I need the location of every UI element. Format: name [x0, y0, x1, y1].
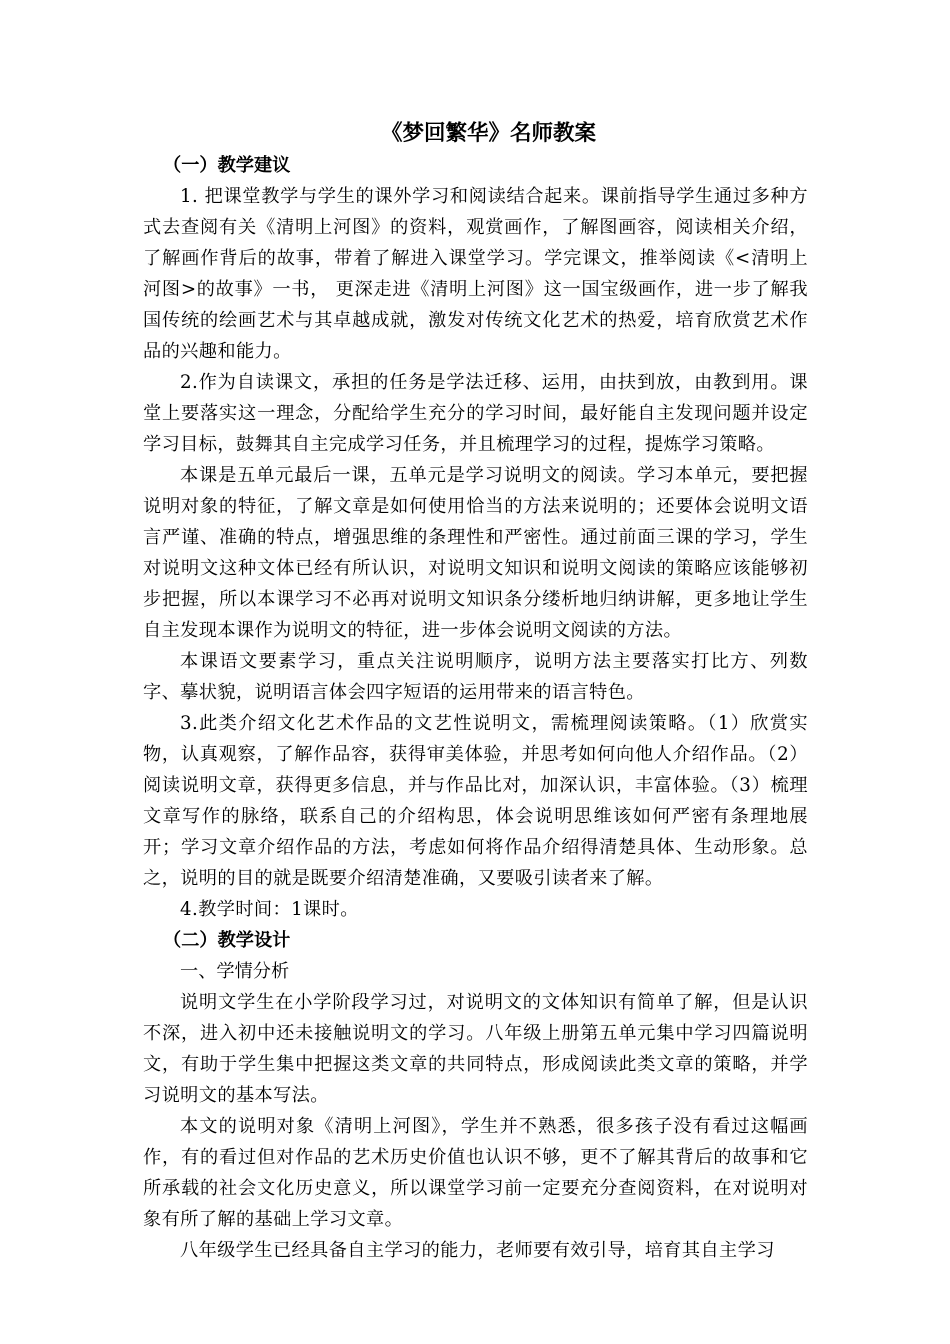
paragraph: 本课是五单元最后一课，五单元是学习说明文的阅读。学习本单元，要把握说明对象的特征，了解文章是如何使用恰当的方法来说明的；还要体会说明文语言严谨、准确的特点，增强思维的条理性和严密性。通过前面三课的学习，学生对说明文这种文体已经有所认识，对说明文知识和说明文阅读的策略应该能够初步把握，所以本课学习不必再对说明文知识条分缕析地归纳讲解，更多地让学生自主发现本课作为说明文的特征，进一步体会说明文阅读的方法。: [143, 465, 808, 641]
subsection-heading: 一、学情分析: [180, 961, 290, 982]
document-title: 《梦回繁华》名师教案: [380, 121, 596, 146]
paragraph: 3.此类介绍文化艺术作品的文艺性说明文，需梳理阅读策略。（1）欣赏实物，认真观察，了解作品容，获得审美体验，并思考如何向他人介绍作品。（2）阅读说明文章，获得更多信息，并与作品比对，加深认识，丰富体验。（3）梳理文章写作的脉络，联系自己的介绍构思，体会说明思维该如何严密有条理地展开；学习文章介绍作品的方法，考虑如何将作品介绍得清楚具体、生动形象。总之，说明的目的就是既要介绍清楚准确，又要吸引读者来了解。: [143, 713, 808, 889]
section-teaching-suggestions: [143, 150, 808, 925]
paragraph: 本课语文要素学习，重点关注说明顺序，说明方法主要落实打比方、列数字、摹状貌，说明语言体会四字短语的运用带来的语言特色。: [143, 651, 808, 703]
paragraph: 八年级学生已经具备自主学习的能力，老师要有效引导，培育其自主学习: [180, 1240, 775, 1261]
paragraph: 说明文学生在小学阶段学习过，对说明文的文体知识有简单了解，但是认识不深，进入初中还未接触说明文的学习。八年级上册第五单元集中学习四篇说明文，有助于学生集中把握这类文章的共同特点，形成阅读此类文章的策略，并学习说明文的基本写法。: [143, 992, 808, 1106]
section-heading: （二）教学设计: [163, 930, 291, 951]
section-teaching-design: [143, 925, 808, 1266]
paragraph: 4.教学时间：1课时。: [180, 899, 359, 920]
paragraph: 本文的说明对象《清明上河图》，学生并不熟悉，很多孩子没有看过这幅画作，有的看过但对作品的艺术历史价值也认识不够，更不了解其背后的故事和它所承载的社会文化历史意义，所以课堂学习前一定要充分查阅资料，在对说明对象有所了解的基础上学习文章。: [143, 1116, 808, 1230]
paragraph: 1. 把课堂教学与学生的课外学习和阅读结合起来。课前指导学生通过多种方式去查阅有关《清明上河图》的资料，观赏画作，了解图画容，阅读相关介绍，了解画作背后的故事，带着了解进入课堂学习。学完课文，推举阅读《<清明上河图>的故事》一书， 更深走进《清明上河图》这一国宝级画作，进一步了解我国传统的绘画艺术与其卓越成就，激发对传统文化艺术的热爱，培育欣赏艺术作品的兴趣和能力。: [143, 186, 808, 362]
document-page: [143, 118, 808, 1266]
paragraph: 2.作为自读课文，承担的任务是学法迁移、运用，由扶到放，由教到用。课堂上要落实这一理念，分配给学生充分的学习时间，最好能自主发现问题并设定学习目标，鼓舞其自主完成学习任务，并且梳理学习的过程，提炼学习策略。: [143, 372, 808, 455]
section-heading: （一）教学建议: [163, 155, 291, 176]
